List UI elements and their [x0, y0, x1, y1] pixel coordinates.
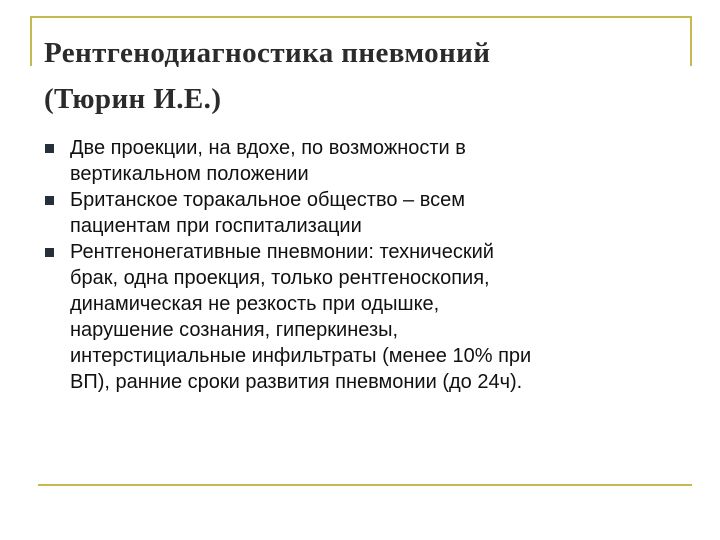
title-line-2: (Тюрин И.Е.) [44, 83, 222, 115]
bullet-3-line-6: ВП), ранние сроки развития пневмонии (до 24ч). [70, 371, 523, 393]
title-line-1: Рентгенодиагностика пневмоний [44, 37, 491, 69]
bullet-item-3 [0, 239, 680, 395]
top-border-line [30, 16, 692, 18]
bullet-1-line-1: Две проекции, на вдохе, по возможности в [70, 137, 466, 159]
bullet-3-line-3: динамическая не резкость при одышке, [70, 293, 440, 315]
bullet-1-line-2: вертикальном положении [70, 163, 309, 185]
bullet-2-line-1: Британское торакальное общество – всем [70, 189, 465, 211]
square-bullet-icon [45, 196, 54, 205]
bullet-3-line-4: нарушение сознания, гиперкинезы, [70, 319, 399, 341]
bullet-3-line-5: интерстициальные инфильтраты (менее 10% при [70, 345, 532, 367]
bullet-2-line-2: пациентам при госпитализации [70, 215, 362, 237]
slide-title [44, 30, 684, 122]
bullet-item-1 [0, 135, 680, 187]
bottom-border-line [38, 484, 692, 486]
left-border-line [30, 16, 32, 66]
bullet-list [0, 135, 720, 395]
bullet-item-2 [0, 187, 680, 239]
bullet-3-line-1: Рентгенонегативные пневмонии: технический [70, 241, 494, 263]
square-bullet-icon [45, 248, 54, 257]
bullet-3-line-2: брак, одна проекция, только рентгеноскопия, [70, 267, 490, 289]
right-border-line [690, 16, 692, 66]
square-bullet-icon [45, 144, 54, 153]
